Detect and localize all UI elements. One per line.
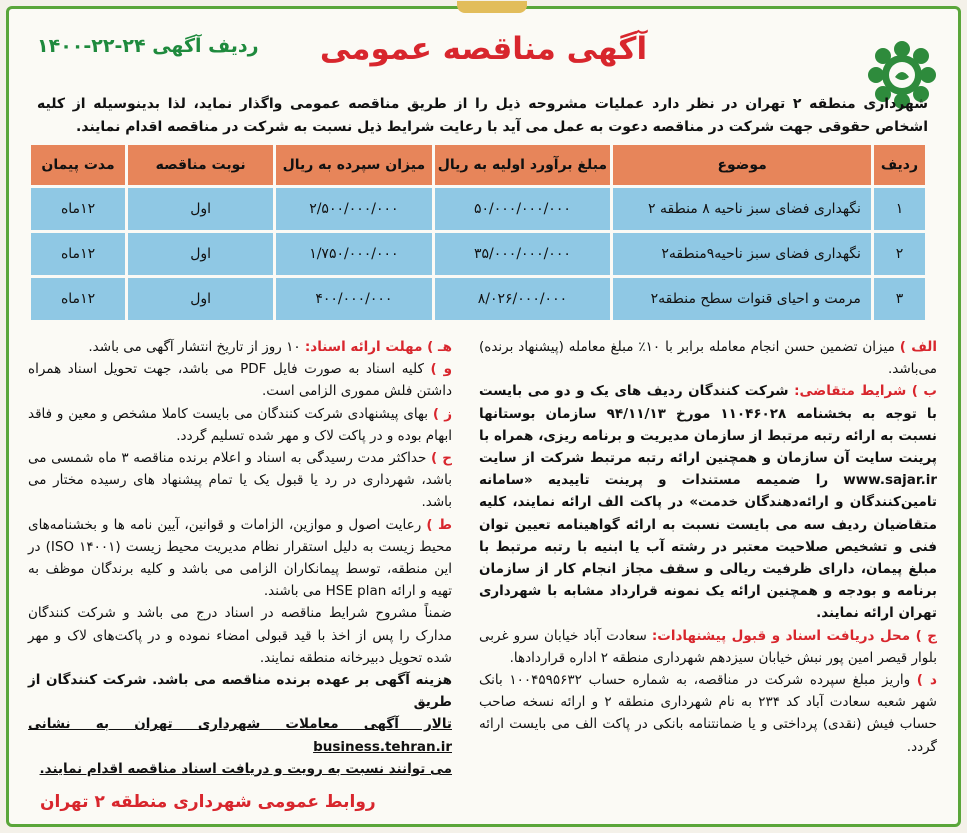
clause-ze [28, 403, 452, 447]
table-row [31, 188, 925, 230]
cell-deposit: ۴۰۰/۰۰۰/۰۰۰ [276, 278, 431, 320]
cell-round: اول [128, 188, 273, 230]
table-header-row [31, 145, 925, 185]
clause-portal[interactable]: تالار آگهی معاملات شهرداری تهران به نشانی business.tehran.ir [28, 716, 452, 755]
header-row-number: ردیف [874, 145, 925, 185]
clause-cost: هزینه آگهی بر عهده برنده مناقصه می باشد. شرکت کنندگان از طریق [28, 672, 452, 711]
clause-dal-text: واریز مبلغ سپرده شرکت در مناقصه، به شماره حساب ۱۰۰۴۵۹۵۶۳۲ بانک شهر شعبه سعادت آباد کد ۲۳۴ به نام شهرداری منطقه ۲ و ارائه نسخه صاحب حساب فیش (نقدی) پرداختی و یا ضمانتنامه بانکی در پاکت الف می بایست ارائه گردد. [479, 672, 937, 755]
clause-dal [479, 669, 937, 758]
clause-jim-label: ج ) محل دریافت اسناد و قبول پیشنهادات: [651, 627, 937, 644]
clause-jim [479, 625, 937, 669]
clause-be-text: شرکت کنندگان ردیف های یک و دو می بایست با توجه به بخشنامه ۱۱۰۴۶۰۲۸ مورخ ۹۴/۱۱/۱۳ سازمان بوستانها نسبت به ارائه رتبه مرتبط از سازمان مدیریت و برنامه ریزی، همراه با پرینت سایت آن سازمان و همچنین ارائه رتبه مرتبط شرکت از سایت www.sajar.ir را ضمیمه مستندات و پرینت تاییدیه «سامانه تامین‌کنندگان و ارائه‌دهندگان خدمت» در پاکت الف ارائه نمایند، کلیه متقاضیان ردیف سه می بایست نسبت به ارائه گواهینامه تعیین توان فنی و تشخیص صلاحیت معتبر در رشته آب یا ابنیه با رتبه مرتبط با مبلغ پیمان، دارای ظرفیت ریالی و سقف مجاز انجام کار از سازمان برنامه و بودجه و همچنین ارائه یک نمونه قرارداد مشابه با شهرداری تهران ارائه نمایند. [479, 383, 937, 622]
cell-estimate: ۸/۰۲۶/۰۰۰/۰۰۰ [435, 278, 611, 320]
clause-ta [28, 514, 452, 603]
clause-ta-text: رعایت اصول و موازین، الزامات و قوانین، آیین نامه ها و بخشنامه‌های محیط زیست به دلیل استقرار نظام مدیریت محیط زیست (ISO ۱۴۰۰۱) در این منطقه، توسط پیمانکاران الزامی می باشد و کلیه برندگان موظف به تهیه و ارائه HSE plan می باشند. [28, 516, 452, 600]
cell-duration: ۱۲ماه [31, 233, 125, 275]
cell-estimate: ۳۵/۰۰۰/۰۰۰/۰۰۰ [435, 233, 611, 275]
clause-alef [479, 336, 937, 380]
table-row [31, 278, 925, 320]
clause-jim-text: سعادت آباد خیابان سرو غربی بلوار قیصر امین پور نبش خیابان سیزدهم شهرداری منطقه ۲ اداره قراردادها. [479, 627, 937, 666]
clause-he-text: ۱۰ روز از تاریخ انتشار آگهی می باشد. [88, 339, 301, 355]
cell-deposit: ۲/۵۰۰/۰۰۰/۰۰۰ [276, 188, 431, 230]
cell-subject: نگهداری فضای سبز ناحیه ۸ منطقه ۲ [613, 188, 871, 230]
clause-ta-label: ط ) [426, 516, 452, 533]
cell-duration: ۱۲ماه [31, 188, 125, 230]
notice-title: آگهی مناقصه عمومی [319, 31, 648, 67]
clause-be [479, 380, 937, 624]
cell-round: اول [128, 233, 273, 275]
clause-he2 [28, 447, 452, 514]
conditions-right-column [479, 336, 937, 758]
cell-round: اول [128, 278, 273, 320]
conditions-left-column [28, 336, 452, 780]
clause-he [28, 336, 452, 358]
header-estimate: مبلغ برآورد اولیه به ریال [435, 145, 611, 185]
clause-alef-text: میزان تضمین حسن انجام معامله برابر با ۱۰٪ مبلغ معامله (پیشنهاد برنده) می‌باشد. [479, 339, 937, 378]
top-tab-decoration [457, 1, 527, 13]
clause-he-label: هـ ) مهلت ارائه اسناد: [304, 339, 452, 355]
cell-subject: نگهداری فضای سبز ناحیه۹منطقه۲ [613, 233, 871, 275]
clause-portal-2: می توانند نسبت به رویت و دریافت اسناد مناقصه اقدام نمایند. [39, 760, 452, 777]
clause-he2-text: حداکثر مدت رسیدگی به اسناد و اعلام برنده مناقصه ۳ ماه شمسی می باشد، شهرداری در رد یا قبول یک یا تمام پیشنهاد های رسیده مختار می باشد. [28, 450, 452, 511]
header-round: نوبت مناقصه [128, 145, 273, 185]
clause-dal-label: د ) [916, 672, 937, 689]
public-relations-signature: روابط عمومی شهرداری منطقه ۲ تهران [40, 792, 376, 812]
clause-ze-label: ز ) [432, 405, 452, 422]
clause-vav [28, 358, 452, 402]
cell-row-number: ۲ [874, 233, 925, 275]
clause-note: ضمناً مشروح شرایط مناقصه در اسناد درج می باشد و شرکت کنندگان مدارک را پس از اخذ با قید قبولی امضاء نموده و در پاکت‌های لاک و مهر شده تحویل دبیرخانه منطقه نمایند. [28, 605, 452, 666]
tender-table [28, 142, 928, 323]
cell-row-number: ۳ [874, 278, 925, 320]
header-deposit: میزان سپرده به ریال [276, 145, 431, 185]
notice-row-code: ردیف آگهی ۲۴-۲۲-۱۴۰۰ [37, 35, 259, 57]
clause-alef-label: الف ) [899, 339, 938, 355]
header-subject: موضوع [613, 145, 871, 185]
header-duration: مدت پیمان [31, 145, 125, 185]
cell-deposit: ۱/۷۵۰/۰۰۰/۰۰۰ [276, 233, 431, 275]
clause-be-label: ب ) شرایط متقاضی: [794, 383, 938, 400]
cell-subject: مرمت و احیای قنوات سطح منطقه۲ [613, 278, 871, 320]
cell-estimate: ۵۰/۰۰۰/۰۰۰/۰۰۰ [435, 188, 611, 230]
cell-row-number: ۱ [874, 188, 925, 230]
clause-vav-label: و ) [430, 361, 452, 378]
clause-he2-label: ح ) [431, 450, 452, 467]
clause-ze-text: بهای پیشنهادی شرکت کنندگان می بایست کاملا مشخص و معین و فاقد ابهام بوده و در پاکت لاک و مهر شده تسلیم گردد. [28, 405, 452, 444]
table-row [31, 233, 925, 275]
cell-duration: ۱۲ماه [31, 278, 125, 320]
clause-vav-text: کلیه اسناد به صورت فایل PDF می باشد، جهت تحویل اسناد همراه داشتن فلش مموری الزامی است. [28, 361, 452, 400]
intro-paragraph: شهرداری منطقه ۲ تهران در نظر دارد عملیات مشروحه ذیل را از طریق مناقصه عمومی واگذار نماید، لذا بدینوسیله از کلیه اشخاص حقوقی جهت شرکت در مناقصه دعوت به عمل می آید با رعایت شرایط ذیل نسبت به شرکت در مناقصه اقدام نمایند. [37, 96, 928, 135]
